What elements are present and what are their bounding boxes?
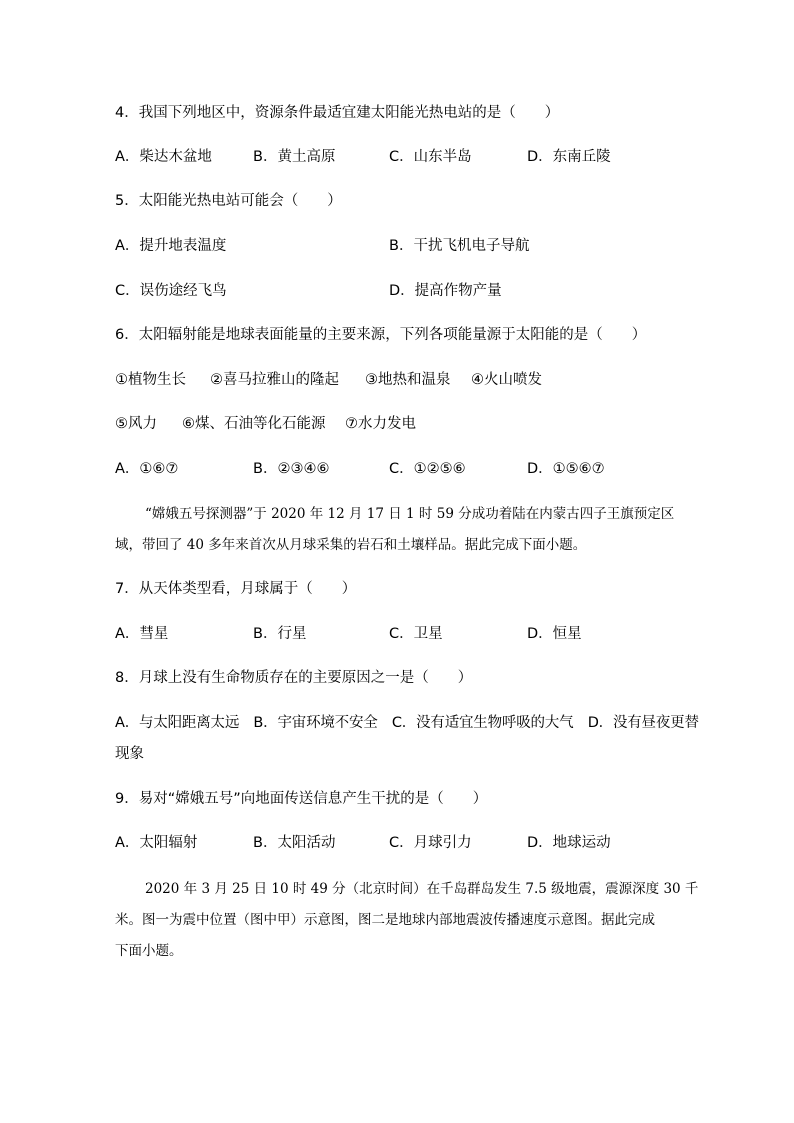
q7-stem: 7．从天体类型看，月球属于（ ）	[115, 581, 357, 597]
passage-1-line-2: 域，带回了 40 多年来首次从月球采集的岩石和土壤样品。据此完成下面小题。	[115, 537, 587, 553]
q4-option-a: A．柴达木盆地	[115, 149, 212, 165]
q9-option-b: B．太阳活动	[253, 835, 336, 851]
q7-option-a: A．彗星	[115, 626, 169, 642]
q7-option-c: C．卫星	[389, 626, 443, 642]
q7-option-b: B．行星	[253, 626, 307, 642]
q6-item-4: ④火山喷发	[471, 372, 542, 388]
q6-item-6: ⑥煤、石油等化石能源	[182, 416, 326, 432]
q6-item-2: ②喜马拉雅山的隆起	[210, 372, 339, 388]
q6-option-a: A．①⑥⑦	[115, 461, 179, 477]
q4-option-c: C．山东半岛	[389, 149, 472, 165]
q8-stem: 8．月球上没有生命物质存在的主要原因之一是（ ）	[115, 670, 473, 686]
q6-stem: 6．太阳辐射能是地球表面能量的主要来源，下列各项能量源于太阳能的是（ ）	[115, 327, 647, 343]
passage-2-line-2: 米。图一为震中位置（图中甲）示意图，图二是地球内部地震波传播速度示意图。据此完成	[115, 912, 655, 928]
q4-option-b: B．黄土高原	[253, 149, 336, 165]
passage-1-line-1: “嫦娥五号探测器”于 2020 年 12 月 17 日 1 时 59 分成功着陆在内蒙古四子王旗预定区	[145, 506, 675, 522]
q9-stem: 9．易对“嫦娥五号”向地面传送信息产生干扰的是（ ）	[115, 791, 488, 807]
q6-option-c: C．①②⑤⑥	[389, 461, 466, 477]
q4-option-d: D．东南丘陵	[527, 149, 611, 165]
q5-option-d: D．提高作物产量	[389, 283, 502, 299]
passage-2-line-3: 下面小题。	[115, 943, 183, 959]
q5-option-b: B．干扰飞机电子导航	[389, 238, 530, 254]
q5-option-c: C．误伤途经飞鸟	[115, 283, 227, 299]
q6-item-1: ①植物生长	[115, 372, 186, 388]
q7-option-d: D．恒星	[527, 626, 582, 642]
passage-2-line-1: 2020 年 3 月 25 日 10 时 49 分（北京时间）在千岛群岛发生 7.5 级地震，震源深度 30 千	[145, 881, 699, 897]
q8-options-wrap: 现象	[115, 746, 144, 762]
q5-stem: 5．太阳能光热电站可能会（ ）	[115, 193, 342, 209]
q6-option-d: D．①⑤⑥⑦	[527, 461, 605, 477]
q6-item-5: ⑤风力	[115, 416, 157, 432]
q9-option-d: D．地球运动	[527, 835, 611, 851]
q6-item-3: ③地热和温泉	[365, 372, 451, 388]
q8-options: A．与太阳距离太远 B．宇宙环境不安全 C．没有适宜生物呼吸的大气 D．没有昼夜更替	[115, 715, 699, 731]
q5-option-a: A．提升地表温度	[115, 238, 227, 254]
q9-option-a: A．太阳辐射	[115, 835, 198, 851]
q6-item-7: ⑦水力发电	[345, 416, 416, 432]
q6-option-b: B．②③④⑥	[253, 461, 330, 477]
q9-option-c: C．月球引力	[389, 835, 472, 851]
q4-stem: 4．我国下列地区中，资源条件最适宜建太阳能光热电站的是（ ）	[115, 105, 560, 121]
